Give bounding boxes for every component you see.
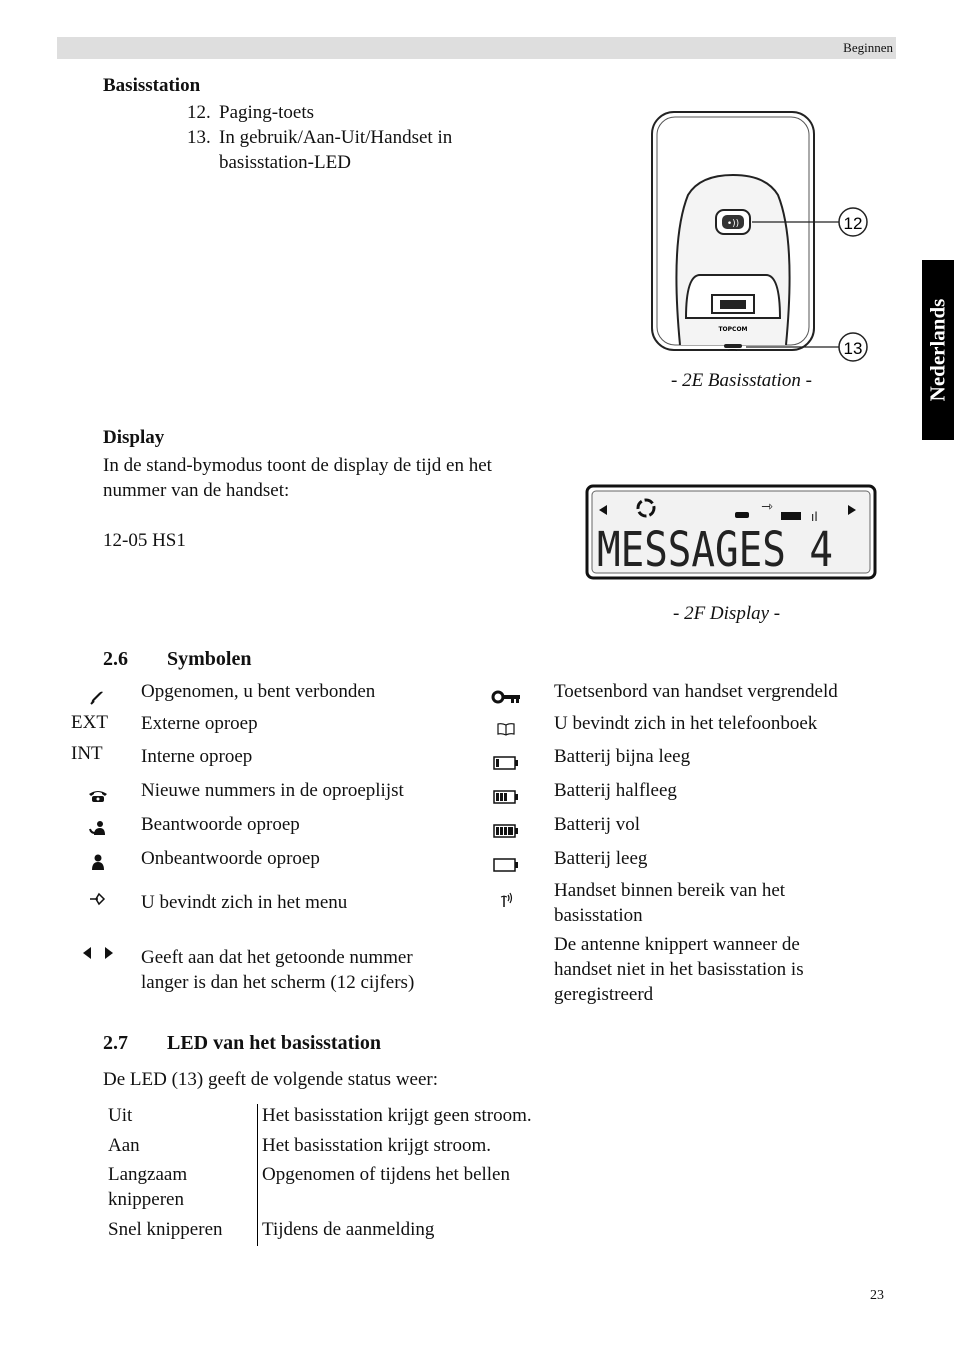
lcd-display-figure xyxy=(585,484,877,580)
symbol-label-new-numbers: Nieuwe nummers in de oproeplijst xyxy=(141,780,404,801)
led-state-slow-line2: knipperen xyxy=(108,1189,184,1210)
led-desc-off: Het basisstation krijgt geen stroom. xyxy=(262,1105,532,1126)
section-2-7-number: 2.7 xyxy=(103,1032,128,1054)
led-intro: De LED (13) geeft de volgende status weer: xyxy=(103,1069,439,1090)
svg-text:⇾: ⇾ xyxy=(761,499,773,515)
page-number: 23 xyxy=(870,1288,884,1303)
phonebook-icon xyxy=(494,718,518,740)
language-tab-label: Nederlands xyxy=(925,298,950,402)
symbol-label-battery-empty: Batterij leeg xyxy=(554,848,648,869)
figure-brand-label: TOPCOM xyxy=(718,326,748,333)
symbol-label-phonebook: U bevindt zich in het telefoonboek xyxy=(554,713,818,734)
figure-caption-2f: - 2F Display - xyxy=(673,603,781,624)
symbol-label-answered: Beantwoorde oproep xyxy=(141,814,300,835)
callout-13: 13 xyxy=(843,339,863,358)
list-item-label-13-line1: In gebruik/Aan-Uit/Handset in xyxy=(219,127,453,148)
battery-low-icon xyxy=(490,752,522,774)
battery-half-icon xyxy=(490,786,522,808)
led-desc-fast: Tijdens de aanmelding xyxy=(262,1219,435,1240)
base-station-figure xyxy=(640,100,880,365)
svg-text:•)): •)) xyxy=(726,219,740,229)
svg-text:⌒: ⌒ xyxy=(728,350,738,360)
symbol-label-internal: Interne oproep xyxy=(141,746,253,767)
phone-icon xyxy=(86,786,110,806)
lcd-message-text: MESSAGES 4 xyxy=(597,522,833,578)
list-item-label-13-line2: basisstation-LED xyxy=(219,152,351,173)
header-section-title: Beginnen xyxy=(843,40,893,55)
symbol-label-arrows-line2: langer is dan het scherm (12 cijfers) xyxy=(141,972,415,993)
led-state-off: Uit xyxy=(108,1105,133,1126)
arrows-left-right-icon xyxy=(78,941,118,965)
list-item-number-13: 13. xyxy=(187,127,211,148)
symbol-label-antenna-blink-line2: handset niet in het basisstation is xyxy=(554,959,804,980)
symbol-label-connected: Opgenomen, u bent verbonden xyxy=(141,681,376,702)
display-text-line2: nummer van de handset: xyxy=(103,480,290,501)
int-icon-label: INT xyxy=(71,743,103,764)
section-2-6-title: Symbolen xyxy=(167,648,252,670)
antenna-icon xyxy=(494,889,518,911)
display-example: 12-05 HS1 xyxy=(103,530,186,551)
led-state-fast: Snel knipperen xyxy=(108,1219,223,1240)
menu-icon xyxy=(86,888,110,910)
symbol-label-external: Externe oproep xyxy=(141,713,258,734)
basisstation-heading: Basisstation xyxy=(103,75,201,96)
symbol-label-antenna-blink-line1: De antenne knippert wanneer de xyxy=(554,934,800,955)
symbol-label-unanswered: Onbeantwoorde oproep xyxy=(141,848,320,869)
key-icon xyxy=(490,686,522,708)
symbol-label-in-range-line1: Handset binnen bereik van het xyxy=(554,880,786,901)
section-2-6-number: 2.6 xyxy=(103,648,128,670)
symbol-label-antenna-blink-line3: geregistreerd xyxy=(554,984,654,1005)
answered-call-icon xyxy=(86,817,110,839)
battery-full-icon xyxy=(490,820,522,842)
symbol-label-battery-low: Batterij bijna leeg xyxy=(554,746,691,767)
symbol-label-in-range-line2: basisstation xyxy=(554,905,643,926)
section-2-7-title: LED van het basisstation xyxy=(167,1032,381,1054)
symbol-label-battery-half: Batterij halfleeg xyxy=(554,780,677,801)
led-desc-on: Het basisstation krijgt stroom. xyxy=(262,1135,492,1156)
led-table-divider xyxy=(257,1104,258,1246)
led-desc-slow: Opgenomen of tijdens het bellen xyxy=(262,1164,510,1185)
language-tab xyxy=(922,260,954,440)
figure-caption-2e: - 2E Basisstation - xyxy=(671,370,812,391)
list-item-number-12: 12. xyxy=(187,102,211,123)
symbol-label-menu: U bevindt zich in het menu xyxy=(141,892,348,913)
display-text-line1: In de stand-bymodus toont de display de tijd en het xyxy=(103,455,492,476)
battery-empty-icon xyxy=(490,854,522,876)
svg-text:ıl: ıl xyxy=(811,510,818,524)
list-item-label-12: Paging-toets xyxy=(219,102,314,123)
header-bar xyxy=(57,37,896,59)
led-state-on: Aan xyxy=(108,1135,140,1156)
ext-icon-label: EXT xyxy=(71,712,108,733)
phone-off-hook-icon xyxy=(84,686,110,708)
symbol-label-keypad-locked: Toetsenbord van handset vergrendeld xyxy=(554,681,838,702)
symbol-label-arrows-line1: Geeft aan dat het getoonde nummer xyxy=(141,947,413,968)
symbol-label-battery-full: Batterij vol xyxy=(554,814,641,835)
missed-call-icon xyxy=(86,851,110,873)
display-heading: Display xyxy=(103,427,165,448)
callout-12: 12 xyxy=(843,214,863,233)
led-state-slow-line1: Langzaam xyxy=(108,1164,188,1185)
